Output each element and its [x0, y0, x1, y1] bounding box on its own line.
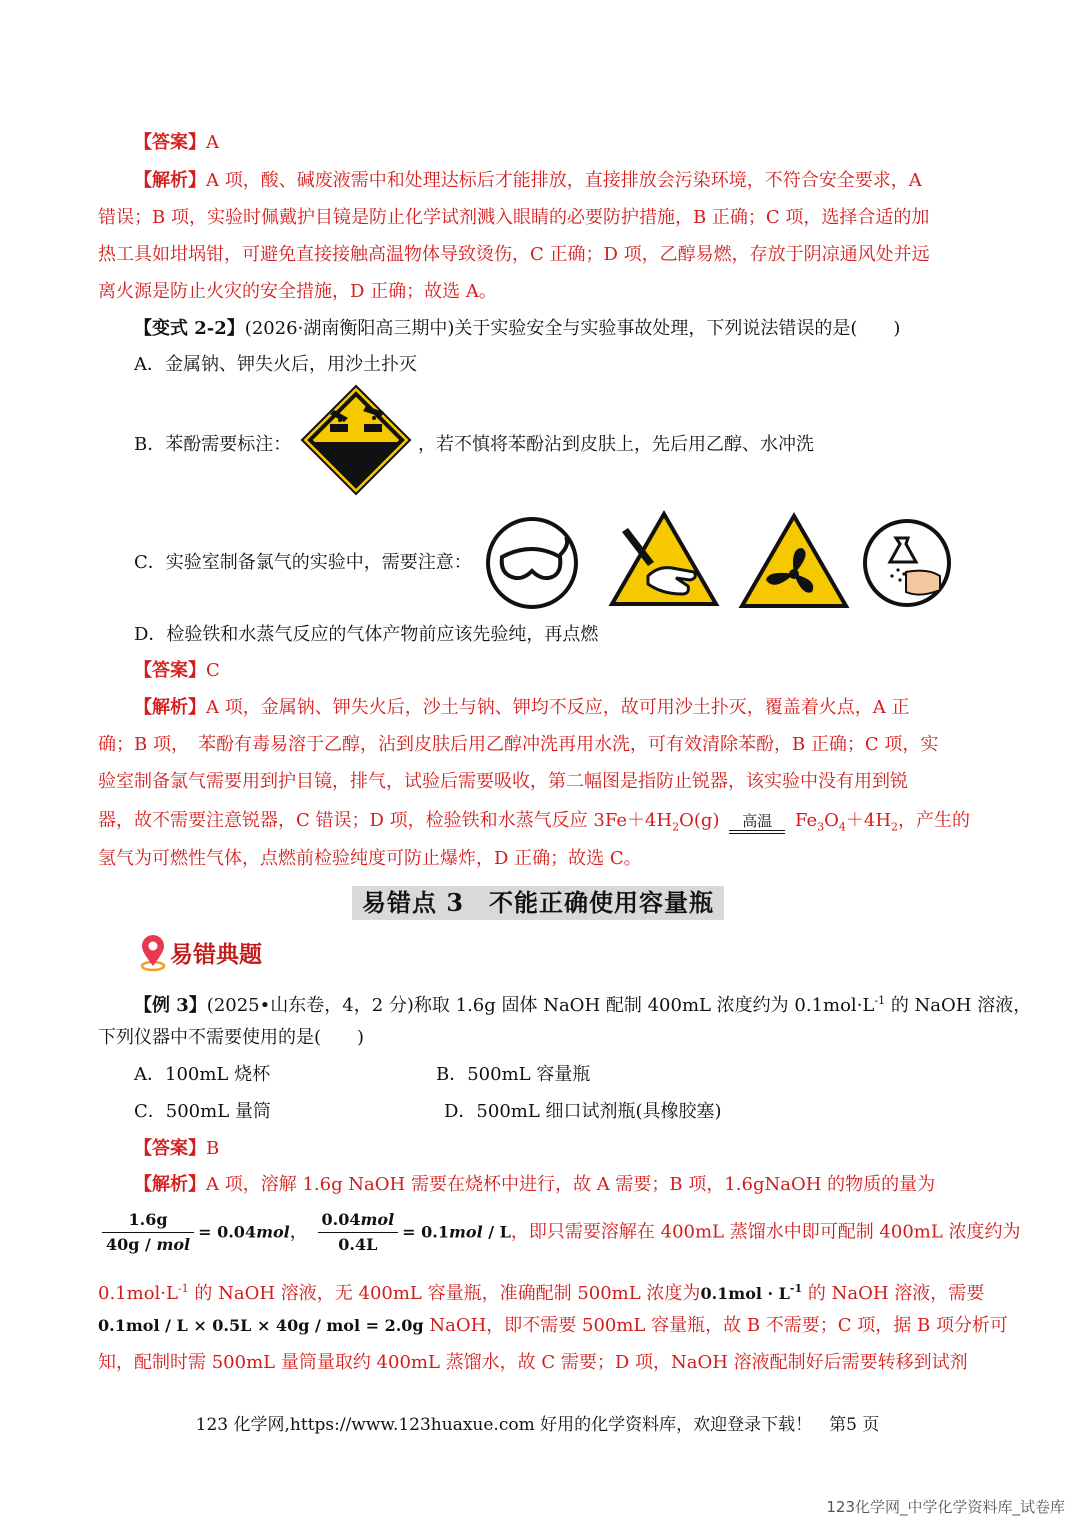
analysis-line: 离火源是防止火灾的安全措施，D 正确；故选 A。 [98, 281, 497, 302]
subsection-title: 易错典题 [170, 941, 262, 968]
analysis-line: 错误；B 项，实验时佩戴护目镜是防止化学试剂溅入眼睛的必要防护措施，B 正确；C 项，选择合适的加 [98, 207, 930, 228]
option-d: D．检验铁和水蒸气反应的气体产物前应该先验纯，再点燃 [134, 624, 599, 645]
analysis-text: A 项，酸、碱废液需中和处理达标后才能排放，直接排放会污染环境，不符合安全要求，A [206, 170, 922, 191]
analysis-line: 【解析】A 项，溶解 1.6g NaOH 需要在烧杯中进行，故 A 需要；B 项，1.6gNaOH 的物质的量为 [134, 1174, 936, 1195]
analysis-line: 0.1mol / L × 0.5L × 40g / mol = 2.0g NaOH，即不需要 500mL 容量瓶，故 B 不需要；C 项，据 B 项分析可 [98, 1315, 1008, 1336]
analysis-line-equation: 器，故不需要注意锐器，C 错误；D 项，检验铁和水蒸气反应 $3Fe+4H_2O(g)$ 高温 $Fe_3O_4+4H_2$，产生的 [98, 810, 971, 834]
analysis-line: 验室制备氯气需要用到护目镜，排气，试验后需要吸收，第二幅图是指防止锐器，该实验中没有用到锐 [98, 771, 908, 792]
analysis-text: A 项，金属钠、钾失火后，沙土与钠、钾均不反应，故可用沙土扑灭，覆盖着火点，A 正 [206, 697, 910, 718]
option-b-prefix: B．苯酚需要标注： [134, 434, 292, 455]
analysis-label: 【解析】 [134, 697, 206, 718]
analysis-line: 氢气为可燃性气体，点燃前检验纯度可防止爆炸，D 正确；故选 C。 [98, 848, 642, 869]
watermark: 123化学网_中学化学资料库_试卷库 [826, 1498, 1065, 1516]
fraction-moles: $\frac{1.6g}{\text{40g / mol}}$ [102, 1210, 194, 1255]
question-line: 下列仪器中不需要使用的是( ) [98, 1027, 365, 1048]
analysis-line: 确；B 项， 苯酚有毒易溶于乙醇，沾到皮肤后用乙醇冲洗再用水洗，可有效清除苯酚，B 正确；C 项，实 [98, 734, 939, 755]
answer-value: A [206, 132, 219, 153]
answer-line [134, 660, 1014, 682]
question-line: 【例 3】(2025•山东卷，4，2 分)称取 1.6g 固体 NaOH 配制 400mL 浓度约为 $0.1mol\cdot L^{-1}$ 的 NaOH 溶液， [134, 994, 1032, 1016]
option-a: A．100mL 烧杯 [134, 1064, 271, 1085]
answer-label: 【答案】 [134, 132, 206, 153]
sharp-object-warning-icon [608, 510, 720, 608]
analysis-line: 热工具如坩埚钳，可避免直接接触高温物体导致烫伤，C 正确；D 项，乙醇易燃，存放于阴凉通风处并远 [98, 244, 930, 265]
analysis-label: 【解析】 [134, 1174, 206, 1195]
option-b: B．500mL 容量瓶 [436, 1064, 591, 1085]
hand-washing-icon [862, 518, 952, 608]
exhaust-fan-warning-icon [738, 512, 850, 610]
analysis-line [134, 170, 1014, 192]
option-b-suffix: ，若不慎将苯酚沾到皮肤上，先后用乙醇、水冲洗 [418, 434, 814, 455]
analysis-line: 知，配制时需 500mL 量筒量取约 400mL 蒸馏水，故 C 需要；D 项，NaOH 溶液配制好后需要转移到试剂 [98, 1352, 968, 1373]
question-label: 【变式 2-2】 [134, 318, 245, 339]
answer-label: 【答案】 [134, 660, 206, 681]
analysis-formula-line: $\frac{1.6g}{\text{40g / mol}}$ = 0.04mol， $\frac{\text{0.04mol}}{0.4L}$ = 0.1mol / L，即只需要溶解在 400mL 蒸馏水中即可配制 400mL 浓度约为 [98, 1210, 978, 1262]
option-c: C．实验室制备氯气的实验中，需要注意： [134, 552, 472, 573]
analysis-line [134, 697, 1014, 719]
corrosive-icon [300, 384, 412, 496]
fraction-concentration: $\frac{\text{0.04mol}}{0.4L}$ [318, 1210, 399, 1255]
option-a: A．金属钠、钾失火后，用沙土扑灭 [134, 354, 417, 375]
answer-value: B [206, 1138, 220, 1159]
answer-line [134, 1138, 1014, 1160]
analysis-label: 【解析】 [134, 170, 206, 191]
question-text: (2026·湖南衡阳高三期中)关于实验安全与实验事故处理，下列说法错误的是( ) [244, 318, 901, 339]
answer-value: C [206, 660, 220, 681]
location-pin-icon [138, 934, 168, 972]
question-label: 【例 3】 [134, 995, 207, 1016]
answer-line [134, 132, 1014, 154]
goggles-icon [484, 515, 580, 611]
page-footer: 123 化学网,https://www.123huaxue.com 好用的化学资料库，欢迎登录下载！ 第5 页 [195, 1415, 880, 1435]
answer-label: 【答案】 [134, 1138, 206, 1159]
question-line [134, 318, 1014, 340]
analysis-line: $0.1mol\cdot L^{-1}$ 的 NaOH 溶液，无 400mL 容量瓶，准确配制 500mL 浓度为$0.1mol \cdot L^{-1}$ 的 NaOH 溶液，需要 [98, 1282, 985, 1304]
option-c: C．500mL 量筒 [134, 1101, 271, 1122]
option-d: D．500mL 细口试剂瓶(具橡胶塞) [444, 1101, 722, 1122]
reaction-condition: 高温 [729, 810, 785, 832]
section-title: 易错点 3 不能正确使用容量瓶 [352, 886, 724, 920]
